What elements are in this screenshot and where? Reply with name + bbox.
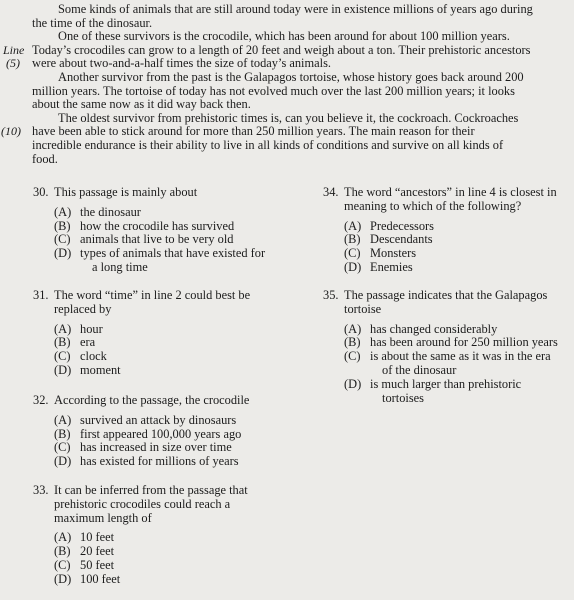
answer-option-c[interactable] — [33, 233, 265, 247]
passage-line-text: The oldest survivor from prehistoric times is, can you believe it, the cockroach. Cockroaches — [58, 110, 519, 125]
option-letter: (D) — [344, 376, 362, 391]
option-letter: (C) — [344, 349, 361, 364]
option-text: 10 feet — [80, 530, 115, 545]
question-stem — [33, 394, 249, 408]
answer-option-d[interactable] — [33, 247, 265, 261]
option-letter: (D) — [54, 246, 72, 261]
option-letter: (C) — [344, 246, 361, 261]
answer-option-d[interactable] — [33, 573, 248, 587]
answer-options — [323, 220, 557, 275]
passage-line — [0, 3, 574, 17]
passage-line-text: incredible endurance is their ability to live in all kinds of conditions and survive on all kinds of — [32, 137, 504, 152]
option-text: has changed considerably — [370, 321, 498, 336]
question-35 — [323, 289, 558, 405]
option-letter: (D) — [344, 259, 362, 274]
question-stem-text: It can be inferred from the passage that — [54, 483, 248, 497]
line-marker-10: (10) — [1, 124, 21, 139]
passage-line — [0, 153, 574, 167]
answer-option-d[interactable] — [33, 455, 249, 469]
option-text: first appeared 100,000 years ago — [80, 426, 242, 441]
option-text-continued: tortoises — [382, 390, 424, 405]
passage-line-text: One of these survivors is the crocodile, which has been around for about 100 million years. — [58, 29, 510, 44]
answer-option-a[interactable] — [323, 323, 558, 337]
option-text-continued: a long time — [92, 259, 148, 274]
option-letter: (B) — [54, 426, 71, 441]
passage-line-text: million years. The tortoise of today has not evolved much over the last 200 million years; it looks — [32, 83, 515, 98]
option-letter: (A) — [54, 530, 72, 545]
answer-option-d[interactable] — [33, 364, 250, 378]
option-letter: (C) — [54, 349, 71, 364]
option-text: is much larger than prehistoric — [370, 376, 522, 391]
line-marker-line: Line — [3, 42, 25, 57]
option-letter: (A) — [344, 218, 362, 233]
passage-line-text: the time of the dinosaur. — [32, 15, 153, 30]
option-text: era — [80, 335, 96, 350]
question-number: 35. — [323, 288, 339, 302]
answer-options — [33, 414, 249, 469]
answer-option-a[interactable] — [323, 220, 557, 234]
answer-option-a[interactable] — [33, 531, 248, 545]
option-text-continued: of the dinosaur — [382, 362, 457, 377]
answer-option-d[interactable] — [323, 261, 557, 275]
passage-line-text: were about two-and-a-half times the size of today’s animals. — [32, 56, 331, 71]
answer-option-b[interactable] — [33, 336, 250, 350]
question-stem — [323, 186, 557, 200]
option-text: has increased in size over time — [80, 440, 232, 455]
option-text: Monsters — [370, 246, 417, 261]
line-marker-5: (5) — [6, 56, 20, 71]
question-number: 30. — [33, 185, 49, 199]
passage-line-text: Some kinds of animals that are still around today were in existence millions of years ago during — [58, 2, 533, 16]
reading-passage — [0, 3, 574, 166]
question-31 — [33, 289, 250, 378]
option-letter: (D) — [54, 571, 72, 586]
question-number: 32. — [33, 393, 49, 407]
option-text: survived an attack by dinosaurs — [80, 412, 237, 427]
passage-line — [0, 71, 574, 85]
answer-option-b[interactable] — [323, 233, 557, 247]
option-text: the dinosaur — [80, 204, 141, 219]
passage-line-text: food. — [32, 151, 58, 166]
option-text: animals that live to be very old — [80, 232, 234, 247]
answer-option-b[interactable] — [323, 336, 558, 350]
option-text: 50 feet — [80, 557, 115, 572]
passage-line — [0, 139, 574, 153]
option-letter: (B) — [54, 335, 71, 350]
option-text: 20 feet — [80, 544, 115, 559]
question-stem-text-continued: tortoise — [344, 301, 382, 316]
question-32 — [33, 394, 249, 469]
answer-option-a[interactable] — [33, 323, 250, 337]
passage-line — [0, 44, 574, 58]
answer-option-d[interactable] — [323, 378, 558, 392]
option-text: has been around for 250 million years — [370, 335, 558, 350]
question-stem-text-continued: meaning to which of the following? — [344, 198, 522, 213]
option-letter: (C) — [54, 232, 71, 247]
question-number: 33. — [33, 483, 49, 497]
option-text: is about the same as it was in the era — [370, 349, 551, 364]
answer-option-b[interactable] — [33, 428, 249, 442]
option-letter: (C) — [54, 557, 71, 572]
option-letter: (B) — [344, 232, 361, 247]
passage-line-text: Today’s crocodiles can grow to a length of 20 feet and weigh about a ton. Their prehistoric ancestors — [32, 42, 531, 57]
answer-option-c[interactable] — [33, 441, 249, 455]
answer-options — [323, 323, 558, 406]
answer-option-a[interactable] — [33, 206, 265, 220]
question-33 — [33, 484, 248, 587]
question-stem-text-continued: maximum length of — [54, 510, 152, 525]
option-letter: (C) — [54, 440, 71, 455]
option-letter: (A) — [54, 321, 72, 336]
question-stem — [323, 289, 558, 303]
passage-line — [0, 112, 574, 126]
passage-line — [0, 30, 574, 44]
option-text: Descendants — [370, 232, 433, 247]
answer-option-a[interactable] — [33, 414, 249, 428]
question-stem-text: The word “time” in line 2 could best be — [54, 288, 251, 302]
option-letter: (A) — [54, 204, 72, 219]
question-stem-text: The passage indicates that the Galapagos — [344, 288, 548, 302]
question-number: 34. — [323, 185, 339, 199]
answer-options — [33, 531, 248, 586]
question-stem-text: The word “ancestors” in line 4 is closest in — [344, 185, 557, 199]
option-letter: (A) — [344, 321, 362, 336]
passage-line-text: have been able to stick around for more than 250 million years. The main reason for their — [32, 124, 475, 139]
question-number: 31. — [33, 288, 49, 302]
passage-line-text: about the same now as it did way back then. — [32, 97, 251, 112]
option-text: Enemies — [370, 259, 413, 274]
option-text: Predecessors — [370, 218, 434, 233]
question-34 — [323, 186, 557, 275]
answer-option-b[interactable] — [33, 545, 248, 559]
answer-option-b[interactable] — [33, 220, 265, 234]
answer-option-c[interactable] — [33, 559, 248, 573]
passage-line — [0, 125, 574, 139]
option-letter: (B) — [344, 335, 361, 350]
question-30 — [33, 186, 265, 275]
passage-line — [0, 98, 574, 112]
passage-line — [0, 57, 574, 71]
answer-option-c[interactable] — [323, 247, 557, 261]
question-stem — [33, 186, 265, 200]
option-text: clock — [80, 349, 107, 364]
answer-option-c[interactable] — [323, 350, 558, 364]
question-stem — [33, 289, 250, 303]
option-text: types of animals that have existed for — [80, 246, 266, 261]
option-letter: (A) — [54, 412, 72, 427]
option-text: 100 feet — [80, 571, 121, 586]
option-letter: (B) — [54, 544, 71, 559]
passage-line — [0, 85, 574, 99]
answer-option-c[interactable] — [33, 350, 250, 364]
option-letter: (D) — [54, 454, 72, 469]
option-text: hour — [80, 321, 103, 336]
passage-line — [0, 17, 574, 31]
question-stem-text-continued: replaced by — [54, 301, 112, 316]
question-stem-text-continued: prehistoric crocodiles could reach a — [54, 496, 231, 511]
question-stem — [33, 484, 248, 498]
option-text: has existed for millions of years — [80, 454, 239, 469]
option-text: moment — [80, 362, 121, 377]
option-letter: (B) — [54, 218, 71, 233]
question-stem-text: According to the passage, the crocodile — [54, 393, 250, 407]
answer-options — [33, 206, 265, 275]
option-text: how the crocodile has survived — [80, 218, 235, 233]
question-stem-text: This passage is mainly about — [54, 185, 198, 199]
option-letter: (D) — [54, 362, 72, 377]
passage-line-text: Another survivor from the past is the Galapagos tortoise, whose history goes back around 200 — [58, 69, 524, 84]
answer-options — [33, 323, 250, 378]
